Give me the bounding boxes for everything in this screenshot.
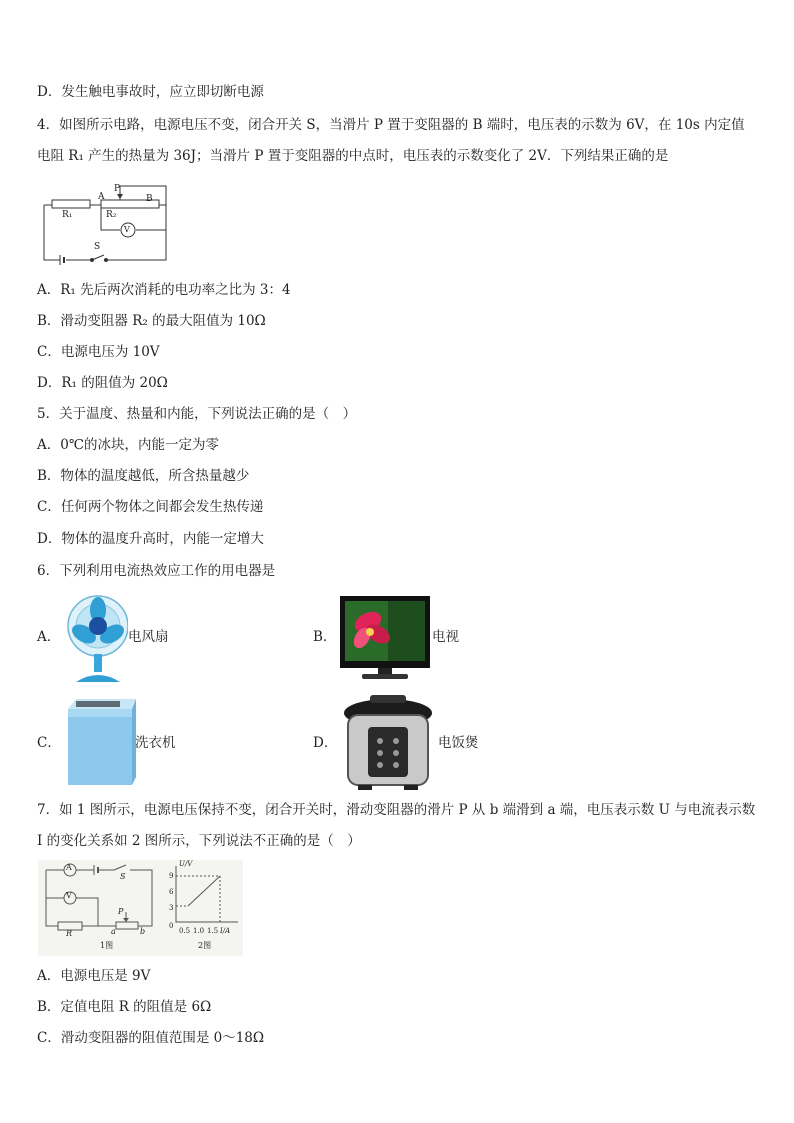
q6-stem: 6．下列利用电流热效应工作的用电器是 [37, 563, 276, 579]
label-s: S [94, 242, 101, 252]
q4-option-d: D．R₁ 的阻值为 20Ω [37, 375, 168, 391]
q6-option-b-name: 电视 [432, 629, 459, 645]
graph-xlabel: I/A [220, 927, 231, 935]
q5-option-a: A．0℃的冰块，内能一定为零 [37, 437, 219, 453]
graph-xtick-1-5: 1.5 [207, 927, 219, 935]
label-a: A [98, 192, 105, 202]
q6-option-a-letter: A． [37, 629, 61, 645]
q4-option-c: C．电源电压为 10V [37, 344, 160, 360]
q4-stem-line2: 电阻 R₁ 产生的热量为 36J；当滑片 P 置于变阻器的中点时，电压表的示数变化了 2V．下列结果正确的是 [37, 148, 669, 164]
q5-option-b: B．物体的温度越低，所含热量越少 [37, 468, 250, 484]
label-end-b: b [140, 927, 146, 936]
label-r: R [66, 929, 73, 938]
label-r2: R₂ [106, 210, 117, 220]
label-voltmeter: V [66, 891, 72, 900]
q7-option-a: A．电源电压是 9V [37, 968, 151, 984]
q4-option-a: A．R₁ 先后两次消耗的电功率之比为 3：4 [37, 282, 291, 298]
graph-ytick-6: 6 [169, 888, 174, 896]
q3-option-d: D．发生触电事故时，应立即切断电源 [37, 84, 264, 100]
q6-option-b-letter: B． [313, 629, 337, 645]
q6-option-c-name: 洗衣机 [135, 735, 176, 751]
graph-xtick-0-5: 0.5 [179, 927, 191, 935]
graph-xtick-1-0: 1.0 [193, 927, 205, 935]
q6-option-d-name: 电饭煲 [438, 735, 479, 751]
q6-option-a-name: 电风扇 [128, 629, 169, 645]
q4-circuit-diagram [36, 178, 176, 270]
television-image [338, 592, 432, 684]
label-r1: R₁ [62, 210, 73, 220]
q4-stem-line1: 4．如图所示电路，电源电压不变，闭合开关 S，当滑片 P 置于变阻器的 B 端时，电压表的示数为 6V，在 10s 内定值 [37, 117, 745, 133]
q5-option-c: C．任何两个物体之间都会发生热传递 [37, 499, 264, 515]
figure1-caption: 1图 [100, 941, 114, 950]
label-ammeter: A [66, 863, 72, 872]
q7-stem-line1: 7．如 1 图所示，电源电压保持不变，闭合开关时，滑动变阻器的滑片 P 从 b 端滑到 a 端，电压表示数 U 与电流表示数 [37, 802, 756, 818]
q4-option-b: B．滑动变阻器 R₂ 的最大阻值为 10Ω [37, 313, 266, 329]
label-p: P [118, 907, 124, 916]
graph-ytick-9: 9 [169, 872, 174, 880]
graph-xtick-0: 0 [169, 922, 174, 930]
graph-ytick-3: 3 [169, 904, 174, 912]
label-end-a: a [111, 927, 116, 936]
washing-machine-image [62, 695, 138, 787]
label-b: B [146, 194, 153, 204]
q5-option-d: D．物体的温度升高时，内能一定增大 [37, 531, 264, 547]
q7-option-b: B．定值电阻 R 的阻值是 6Ω [37, 999, 212, 1015]
q5-stem: 5．关于温度、热量和内能，下列说法正确的是（ ） [37, 406, 357, 422]
q6-option-c-letter: C． [37, 735, 61, 751]
label-switch: S [120, 872, 126, 881]
electric-fan-image [62, 590, 128, 685]
figure2-caption: 2图 [198, 941, 212, 950]
q6-option-d-letter: D． [313, 735, 338, 751]
label-p: P [114, 184, 121, 194]
q7-stem-line2: I 的变化关系如 2 图所示，下列说法不正确的是（ ） [37, 833, 361, 849]
q7-figures [38, 860, 243, 956]
q7-option-c: C．滑动变阻器的阻值范围是 0～18Ω [37, 1030, 265, 1046]
graph-ylabel: U/V [179, 860, 193, 868]
label-v: V [124, 225, 130, 234]
rice-cooker-image [338, 693, 438, 793]
